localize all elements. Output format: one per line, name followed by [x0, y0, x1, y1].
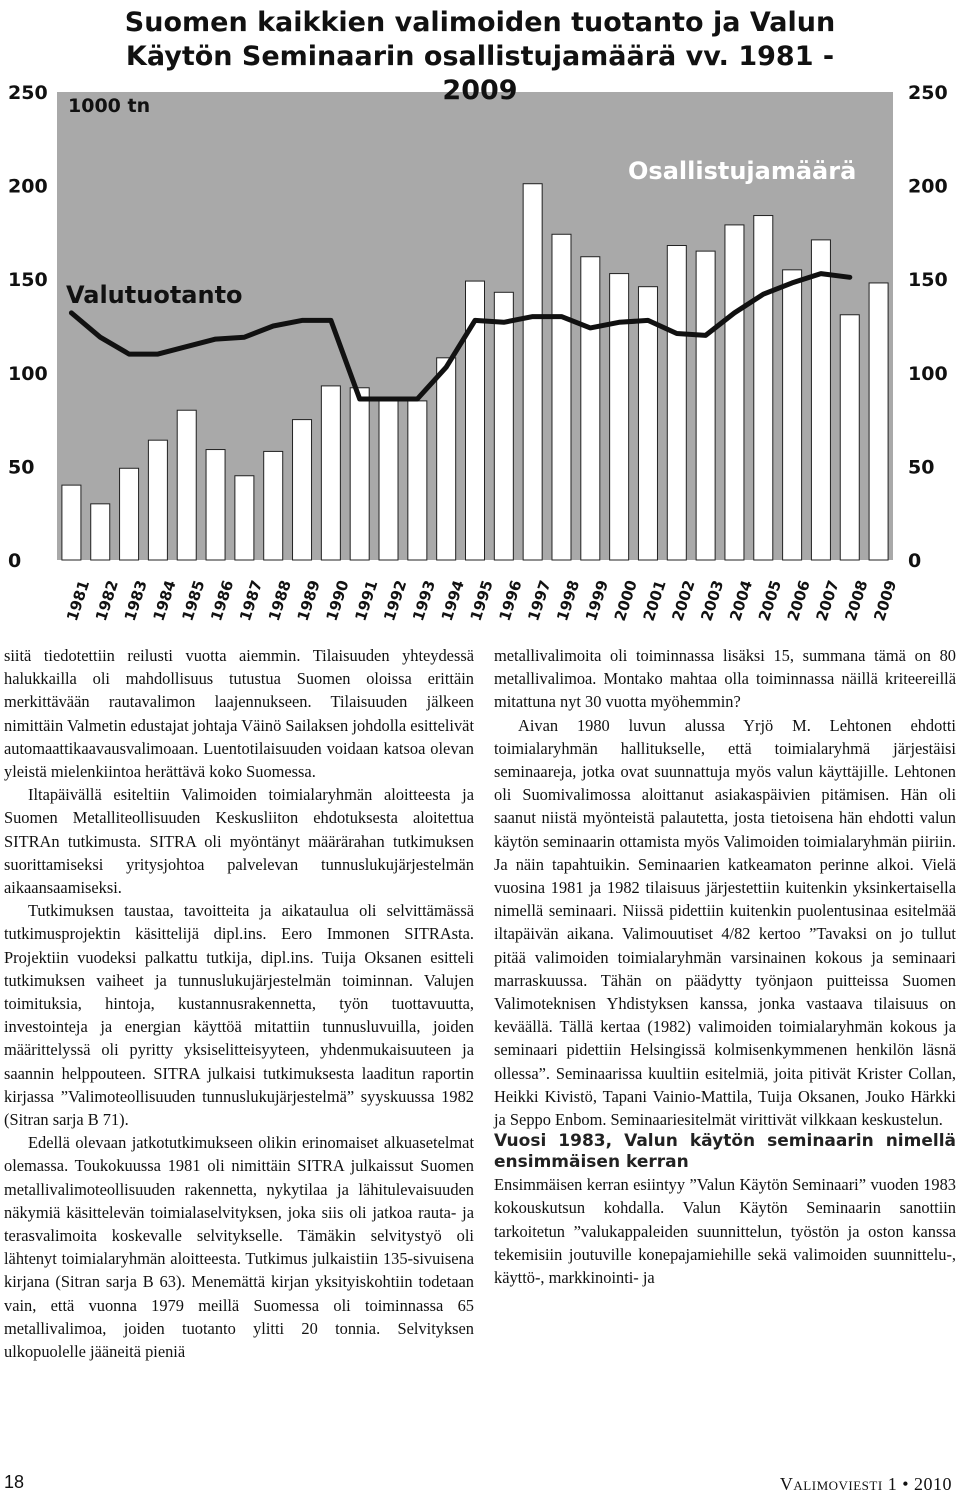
y-tick-label-right: 50: [908, 456, 935, 479]
bar: [523, 184, 542, 560]
y-axis-left: [8, 82, 48, 572]
bar: [783, 270, 802, 560]
y-tick-label-right: 0: [908, 550, 922, 572]
y-tick-label-left: 50: [8, 456, 35, 479]
y-tick-label-left: 100: [8, 362, 48, 385]
x-tick-label: 2006: [783, 577, 814, 624]
bar: [91, 504, 110, 560]
x-tick-label: 1996: [495, 577, 526, 624]
bar: [494, 292, 513, 560]
y-axis-right: [908, 82, 948, 572]
paragraph: Ensimmäisen kerran esiintyy ”Valun Käytön Seminaari” vuoden 1983 kokouskutsun kohdalla. Valun Käytön Seminaarin sanottiin tarkoitetun ”valukappaleiden suunnittelun, työstön ja oston kanssa tekemisiin joutuville konepajamiehille sekä valimoiden suunnittelu-, käyttö-, markkinointi- ja: [494, 1175, 956, 1288]
bar: [293, 420, 312, 560]
bar: [754, 216, 773, 560]
bar: [696, 251, 715, 560]
x-tick-label: 1991: [351, 577, 382, 624]
article-column-left: [4, 644, 474, 1363]
y-tick-label-left: 250: [8, 82, 48, 104]
x-tick-label: 1997: [524, 577, 555, 624]
x-tick-label: 2003: [697, 577, 728, 624]
x-tick-label: 1999: [581, 577, 613, 624]
x-tick-label: 2001: [639, 577, 670, 624]
paragraph: Edellä olevaan jatkotutkimukseen olikin erinomaiset alkuasetelmat olemassa. Toukokuussa 1981 oli nimittäin SITRA julkaissut Suomen metallivalimoteollisuuden rakennetta, nykytilaa ja lähitulevaisuuden näkymiä käsittelevän toimialaselvityksen, joka siis oli jatkoa rauta- ja terasvalimoita koskevalle selvitykselle. Tämäkin selvitystyö oli lähtenyt toimialaryhmän aloitteesta. Tutkimus julkaistiin 135-sivuisena kirjana (Sitran sarja B 63). Menemättä kirjan yksityiskohtiin todetaan vain, että vuonna 1979 meillä Suomessa oli toiminnassa 65 metallivalimoa, joiden tuotanto ylitti 20 tonnia. Selvityksen ulkopuolelle jääneitä pieniä: [4, 1133, 474, 1362]
chart-title: Suomen kaikkien valimoiden tuotanto ja Valun Käytön Seminaarin osallistujamäärä vv. 1981 - 2009: [124, 7, 836, 106]
bar: [264, 451, 283, 560]
bar: [379, 397, 398, 560]
x-tick-label: 1987: [236, 577, 267, 624]
article-column-right: [494, 644, 956, 1289]
issue-number: 1 • 2010: [887, 1474, 952, 1494]
bar: [610, 274, 629, 560]
x-tick-label: 2004: [726, 577, 757, 624]
paragraph: metallivalimoita oli toiminnassa lisäksi 15, summana tämä on 80 metallivalimoa. Montako mahtaa olla toiminnassa näillä kriteereillä mitattuna nyt 30 vuotta myöhemmin?: [494, 646, 956, 712]
y-tick-label-left: 0: [8, 550, 22, 572]
x-tick-label: 1984: [149, 577, 180, 624]
chart: [0, 0, 960, 625]
x-tick-label: 1988: [264, 577, 295, 624]
y-tick-label-right: 100: [908, 362, 948, 385]
x-tick-label: 1986: [207, 577, 238, 624]
bar: [725, 225, 744, 560]
series-label-valutuotanto: Valutuotanto: [66, 281, 243, 309]
bar: [177, 410, 196, 560]
x-tick-label: 2007: [812, 577, 843, 624]
bar: [350, 388, 369, 560]
bar: [667, 246, 686, 560]
x-tick-label: 2002: [668, 577, 699, 624]
x-tick-label: 1982: [91, 577, 122, 624]
x-tick-label: 1990: [322, 577, 353, 624]
x-tick-label: 1981: [63, 577, 94, 624]
bar: [552, 234, 571, 560]
y-tick-label-left: 200: [8, 175, 48, 198]
paragraph: Iltapäivällä esiteltiin Valimoiden toimialaryhmän aloitteesta ja Suomen Metalliteollisuuden Keskusliiton ehdotuksesta aloitettua SITRAn tutkimusta. SITRA oli myöntänyt määrärahan tutkimuksen suorittamiseksi yritysjohtoa palvelevan tunnuslukujärjestelmän aikaansaamiseksi.: [4, 785, 474, 898]
bar: [120, 468, 139, 560]
bar: [811, 240, 830, 560]
bar: [869, 283, 888, 560]
x-tick-label: 2008: [841, 577, 872, 624]
unit-label: 1000 tn: [68, 95, 151, 117]
y-tick-label-left: 150: [8, 269, 48, 292]
bar: [235, 476, 254, 560]
x-tick-label: 2005: [754, 577, 785, 624]
x-tick-label: 1993: [409, 577, 440, 624]
x-tick-label: 1983: [120, 577, 151, 624]
page-number: 18: [4, 1472, 25, 1492]
series-label-osallistujamaara: Osallistujamäärä: [628, 157, 857, 185]
x-tick-label: 2009: [870, 577, 901, 624]
x-tick-label: 1995: [466, 577, 497, 624]
y-tick-label-right: 200: [908, 175, 948, 198]
y-tick-label-right: 150: [908, 269, 948, 292]
bar: [148, 440, 167, 560]
page-footer: [0, 1472, 960, 1501]
bar: [437, 358, 456, 560]
x-tick-label: 1994: [437, 577, 468, 624]
paragraph: Aivan 1980 luvun alussa Yrjö M. Lehtonen ehdotti toimialaryhmän hallitukselle, että toimialaryhmä järjestäisi seminaareja, jotka ovat suunnattuja myös valun käyttäjille. Lehtonen oli Suomivalimossa aloittanut asiakaspäivien pitämisen. Hän oli saanut niistä myönteistä palautetta, josta tietoisena hän ehdotti valun käytön seminaarin ottamista myös Valimoiden toimialaryhmän piiriin. Ja näin tapahtuikin. Seminaarien katkeamaton perinne alkoi. Vielä vuosina 1981 ja 1982 tilaisuus järjestettiin kuitenkin yksinkertaisella nimellä seminaari. Niissä pidettiin kuitenkin puolentusinaa esitelmää iltapäivän aikana. Valimouutiset 4/82 kertoo ”Tavaksi on jo tullut pitää valimoiden toimialaryhmän varsinainen kokous ja seminaari marraskuussa. Tähän on päädytty työnjaon puitteissa Suomen Valimoteknisen Yhdistyksen kanssa, jonka vastaava tilaisuus on keväällä. Tällä kertaa (1982) valimoiden toimialaryhmän kokous ja seminaari pidettiin Helsingissä kolmisenkymmenen henkilön läsnä ollessa”. Seminaarissa kuultiin esitelmiä, joita pitivät Krister Collan, Heikki Kivistö, Tapani Vainio-Mattila, Tuija Oksanen, Jouko Härkki ja Seppo Enbom. Seminaariesitelmät virittivät vilkkaan keskustelun.: [494, 715, 956, 1130]
bar: [408, 401, 427, 560]
y-tick-label-right: 250: [908, 82, 948, 104]
section-heading: Vuosi 1983, Valun käytön seminaarin nimellä ensimmäisen kerran: [494, 1131, 956, 1173]
paragraph: Tutkimuksen taustaa, tavoitteita ja aikataulua oli selvittämässä tutkimusprojektin käsittelijä dipl.ins. Eero Immonen SITRAsta. Projektiin vuodeksi palkattu tutkija, dipl.ins. Tuija Oksanen esitteli tutkimuksen vaiheet ja tunnuslukujärjestelmän toiminnan. Valujen toimituksia, hintoja, kustannusrakennetta, työn tuottavuutta, investointeja ja energian käyttöä mitattiin tunnusluvuilla, joiden määrittelyssä oli pyritty yksiselitteisyyteen, yhdenmukaisuuteen ja saannin helppouteen. SITRA julkaisi tutkimuksesta laaditun raportin kirjassa ”Valimoteollisuuden tunnuslukujärjestelmä” syyskuussa 1982 (Sitran sarja B 71).: [4, 901, 474, 1130]
x-tick-label: 2000: [610, 577, 641, 624]
bar: [638, 287, 657, 560]
bar: [840, 315, 859, 560]
x-tick-label: 1985: [178, 577, 209, 624]
bar: [321, 386, 340, 560]
magazine-name: [780, 1474, 952, 1495]
x-tick-label: 1998: [553, 577, 584, 624]
magazine-title: Valimoviesti: [779, 1474, 883, 1494]
bar: [581, 257, 600, 560]
paragraph: siitä tiedotettiin reilusti vuotta aiemmin. Tilaisuuden yhteydessä halukkailla oli mahdollisuus tutustua Suomen oloissa erittäin merkittävään rautavalimon laajennukseen. Tilaisuuden jälkeen nimittäin Valmetin edustajat johtaja Väinö Sailaksen johdolla esittelivät automaattikaavausvalimoaan. Luentotilaisuuden voidaan katsoa olevan yleistä mielenkiintoa herättävä koko Suomessa.: [4, 646, 474, 782]
x-axis: [63, 578, 900, 623]
x-tick-label: 1989: [293, 577, 324, 624]
bar: [62, 485, 81, 560]
bar: [206, 450, 225, 560]
x-tick-label: 1992: [380, 577, 411, 624]
